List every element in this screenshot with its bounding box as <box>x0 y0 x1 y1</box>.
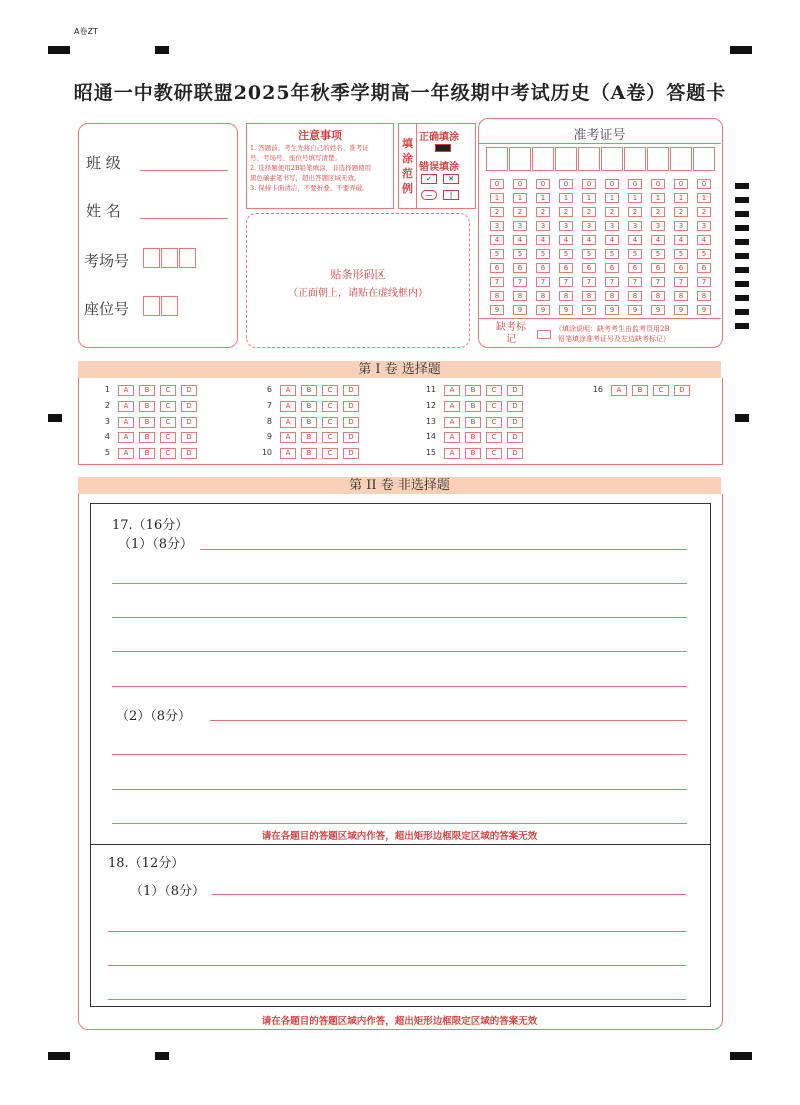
timing-mark <box>735 211 749 217</box>
option-bubble[interactable]: A <box>444 417 460 428</box>
digit-bubble[interactable]: 9 <box>651 305 665 315</box>
digit-bubble[interactable]: 4 <box>582 235 596 245</box>
timing-mark <box>48 414 62 422</box>
option-bubble[interactable]: A <box>280 385 296 396</box>
wrong-fill-sample: — <box>421 190 437 200</box>
option-bubble[interactable]: A <box>444 448 460 459</box>
answer-line[interactable] <box>112 583 687 584</box>
seat-box[interactable] <box>143 296 160 316</box>
exam-id-digit-cell[interactable] <box>601 147 623 171</box>
digit-bubble[interactable]: 8 <box>674 291 688 301</box>
corner-code: A卷ZT <box>74 27 98 36</box>
digit-bubble[interactable]: 0 <box>628 179 642 189</box>
digit-bubble[interactable]: 2 <box>605 207 619 217</box>
digit-bubble[interactable]: 3 <box>490 221 504 231</box>
name-field[interactable] <box>140 218 228 219</box>
digit-bubble[interactable]: 2 <box>536 207 550 217</box>
option-bubble[interactable]: B <box>465 448 481 459</box>
option-bubble[interactable]: B <box>301 417 317 428</box>
absent-bubble[interactable] <box>537 330 551 339</box>
digit-bubble[interactable]: 2 <box>628 207 642 217</box>
fill-example-label: 填涂范例 <box>402 137 413 195</box>
exam-id-digit-cell[interactable] <box>578 147 600 171</box>
digit-bubble[interactable]: 9 <box>582 305 596 315</box>
question-number: 7 <box>266 401 272 410</box>
digit-bubble[interactable]: 7 <box>628 277 642 287</box>
digit-bubble[interactable]: 1 <box>490 193 504 203</box>
digit-bubble[interactable]: 0 <box>513 179 527 189</box>
digit-bubble[interactable]: 8 <box>490 291 504 301</box>
digit-bubble[interactable]: 7 <box>513 277 527 287</box>
digit-bubble[interactable]: 6 <box>628 263 642 273</box>
option-bubble[interactable]: C <box>322 401 338 412</box>
room-label: 考场号 <box>84 252 130 270</box>
answer-line[interactable] <box>212 894 686 895</box>
option-bubble[interactable]: D <box>507 448 523 459</box>
wrong-fill-sample: ✓ <box>421 174 437 184</box>
digit-bubble[interactable]: 2 <box>674 207 688 217</box>
option-bubble[interactable]: D <box>507 401 523 412</box>
question-number: 12 <box>425 401 436 410</box>
exam-id-digit-cell[interactable] <box>509 147 531 171</box>
digit-bubble[interactable]: 2 <box>582 207 596 217</box>
digit-bubble[interactable]: 5 <box>513 249 527 259</box>
option-bubble[interactable]: D <box>343 448 359 459</box>
timing-mark <box>735 281 749 287</box>
exam-id-header-line <box>478 143 721 144</box>
digit-bubble[interactable]: 1 <box>697 193 711 203</box>
option-bubble[interactable]: B <box>301 448 317 459</box>
option-bubble[interactable]: A <box>444 432 460 443</box>
option-bubble[interactable]: D <box>343 432 359 443</box>
digit-bubble[interactable]: 1 <box>628 193 642 203</box>
seat-box[interactable] <box>161 296 178 316</box>
option-bubble[interactable]: A <box>118 432 134 443</box>
exam-id-digit-cell[interactable] <box>693 147 715 171</box>
registration-mark <box>48 46 70 54</box>
digit-bubble[interactable]: 2 <box>490 207 504 217</box>
barcode-title: 贴条形码区 <box>330 268 386 281</box>
option-bubble[interactable]: C <box>486 417 502 428</box>
digit-bubble[interactable]: 9 <box>490 305 504 315</box>
digit-bubble[interactable]: 6 <box>651 263 665 273</box>
exam-id-digit-cell[interactable] <box>624 147 646 171</box>
digit-bubble[interactable]: 7 <box>697 277 711 287</box>
digit-bubble[interactable]: 5 <box>490 249 504 259</box>
name-label: 姓 名 <box>86 202 121 220</box>
notice-item: 2. 选择题使用2B铅笔填涂，非选择题使用 <box>250 164 372 172</box>
digit-bubble[interactable]: 8 <box>651 291 665 301</box>
room-box[interactable] <box>161 248 178 268</box>
option-bubble[interactable]: D <box>181 417 197 428</box>
digit-bubble[interactable]: 5 <box>697 249 711 259</box>
class-field[interactable] <box>140 170 228 171</box>
digit-bubble[interactable]: 5 <box>628 249 642 259</box>
digit-bubble[interactable]: 0 <box>651 179 665 189</box>
digit-bubble[interactable]: 5 <box>582 249 596 259</box>
option-bubble[interactable]: D <box>507 385 523 396</box>
answer-line[interactable] <box>108 999 686 1000</box>
digit-bubble[interactable]: 4 <box>651 235 665 245</box>
absent-label: 缺考标记 <box>496 322 526 345</box>
digit-bubble[interactable]: 5 <box>674 249 688 259</box>
digit-bubble[interactable]: 7 <box>651 277 665 287</box>
option-bubble[interactable]: D <box>674 385 690 396</box>
option-bubble[interactable]: A <box>118 417 134 428</box>
digit-bubble[interactable]: 3 <box>582 221 596 231</box>
option-bubble[interactable]: A <box>280 432 296 443</box>
exam-id-digit-cell[interactable] <box>670 147 692 171</box>
option-bubble[interactable]: A <box>118 401 134 412</box>
question-number: 1 <box>104 385 110 394</box>
digit-bubble[interactable]: 1 <box>674 193 688 203</box>
absent-note: 铅笔填涂准考证号及左边缺考标记） <box>558 335 670 343</box>
digit-bubble[interactable]: 7 <box>490 277 504 287</box>
digit-bubble[interactable]: 3 <box>605 221 619 231</box>
digit-bubble[interactable]: 5 <box>651 249 665 259</box>
timing-mark <box>735 239 749 245</box>
wrong-fill-sample: | <box>443 190 459 200</box>
digit-bubble[interactable]: 8 <box>513 291 527 301</box>
option-bubble[interactable]: D <box>181 448 197 459</box>
question-number: 16 <box>592 385 603 394</box>
digit-bubble[interactable]: 6 <box>582 263 596 273</box>
area-warning: 请在各题目的答题区域内作答，超出矩形边框限定区域的答案无效 <box>261 831 538 842</box>
exam-id-digit-cell[interactable] <box>647 147 669 171</box>
digit-bubble[interactable]: 2 <box>513 207 527 217</box>
digit-bubble[interactable]: 6 <box>605 263 619 273</box>
timing-mark <box>735 183 749 189</box>
exam-id-digit-cell[interactable] <box>486 147 508 171</box>
option-bubble[interactable]: C <box>486 432 502 443</box>
registration-mark <box>730 46 752 54</box>
digit-bubble[interactable]: 9 <box>628 305 642 315</box>
correct-fill-label: 正确填涂 <box>419 132 459 143</box>
digit-bubble[interactable]: 8 <box>582 291 596 301</box>
option-bubble[interactable]: C <box>160 432 176 443</box>
digit-bubble[interactable]: 9 <box>559 305 573 315</box>
digit-bubble[interactable]: 2 <box>697 207 711 217</box>
seat-label: 座位号 <box>84 300 130 318</box>
option-bubble[interactable]: A <box>444 401 460 412</box>
exam-id-footer-line <box>478 318 721 319</box>
option-bubble[interactable]: D <box>507 432 523 443</box>
answer-line[interactable] <box>108 965 686 966</box>
digit-bubble[interactable]: 8 <box>697 291 711 301</box>
digit-bubble[interactable]: 0 <box>490 179 504 189</box>
room-box[interactable] <box>143 248 160 268</box>
answer-line[interactable] <box>200 549 687 550</box>
option-bubble[interactable]: A <box>118 385 134 396</box>
question-number: 6 <box>266 385 272 394</box>
option-bubble[interactable]: D <box>507 417 523 428</box>
digit-bubble[interactable]: 1 <box>651 193 665 203</box>
fill-example-box <box>398 123 476 209</box>
digit-bubble[interactable]: 3 <box>697 221 711 231</box>
digit-bubble[interactable]: 4 <box>628 235 642 245</box>
option-bubble[interactable]: B <box>632 385 648 396</box>
digit-bubble[interactable]: 8 <box>536 291 550 301</box>
option-bubble[interactable]: C <box>160 401 176 412</box>
option-bubble[interactable]: C <box>486 448 502 459</box>
registration-mark <box>155 1052 169 1060</box>
digit-bubble[interactable]: 6 <box>536 263 550 273</box>
option-bubble[interactable]: C <box>160 385 176 396</box>
barcode-subtitle: （正面朝上，请贴在虚线框内） <box>288 288 428 299</box>
area-warning: 请在各题目的答题区域内作答，超出矩形边框限定区域的答案无效 <box>261 1016 538 1027</box>
option-bubble[interactable]: C <box>322 385 338 396</box>
digit-bubble[interactable]: 0 <box>582 179 596 189</box>
digit-bubble[interactable]: 9 <box>697 305 711 315</box>
digit-bubble[interactable]: 4 <box>513 235 527 245</box>
digit-bubble[interactable]: 7 <box>674 277 688 287</box>
option-bubble[interactable]: D <box>181 385 197 396</box>
option-bubble[interactable]: B <box>139 417 155 428</box>
class-label: 班 级 <box>86 154 121 172</box>
option-bubble[interactable]: B <box>139 432 155 443</box>
question-number: 2 <box>104 401 110 410</box>
option-bubble[interactable]: D <box>343 401 359 412</box>
option-bubble[interactable]: B <box>301 401 317 412</box>
question-number: 3 <box>104 417 110 426</box>
question-number: 13 <box>425 417 436 426</box>
divider <box>416 124 417 208</box>
digit-bubble[interactable]: 6 <box>513 263 527 273</box>
page-title: 昭通一中教研联盟2025年秋季学期高一年级期中考试历史（A卷）答题卡 <box>73 82 727 104</box>
digit-bubble[interactable]: 3 <box>628 221 642 231</box>
digit-bubble[interactable]: 1 <box>582 193 596 203</box>
option-bubble[interactable]: C <box>322 432 338 443</box>
digit-bubble[interactable]: 0 <box>536 179 550 189</box>
timing-mark <box>735 253 749 259</box>
digit-bubble[interactable]: 7 <box>559 277 573 287</box>
digit-bubble[interactable]: 1 <box>513 193 527 203</box>
notice-item: 1. 答题前，考生先将自己的姓名、准考证 <box>250 144 369 152</box>
answer-line[interactable] <box>210 720 687 721</box>
digit-bubble[interactable]: 9 <box>605 305 619 315</box>
notice-item: 黑色碳素笔书写，超出答题区域无效。 <box>250 174 361 182</box>
notice-title: 注意事项 <box>298 129 342 142</box>
digit-bubble[interactable]: 1 <box>536 193 550 203</box>
option-bubble[interactable]: C <box>160 448 176 459</box>
option-bubble[interactable]: D <box>181 432 197 443</box>
q17-title: 17.（16分） <box>112 518 189 533</box>
digit-bubble[interactable]: 2 <box>559 207 573 217</box>
option-bubble[interactable]: A <box>611 385 627 396</box>
option-bubble[interactable]: B <box>301 432 317 443</box>
digit-bubble[interactable]: 0 <box>605 179 619 189</box>
section2-header: 第 II 卷 非选择题 <box>78 477 721 494</box>
digit-bubble[interactable]: 4 <box>674 235 688 245</box>
answer-line[interactable] <box>112 823 687 824</box>
option-bubble[interactable]: C <box>322 448 338 459</box>
notice-item: 3. 保持卡面清洁，不要折叠、不要弄破。 <box>250 184 369 192</box>
timing-mark <box>735 323 749 329</box>
digit-bubble[interactable]: 3 <box>559 221 573 231</box>
notice-item: 号、考场号、座位号填写清楚。 <box>250 154 341 162</box>
timing-mark <box>735 197 749 203</box>
digit-bubble[interactable]: 6 <box>674 263 688 273</box>
timing-mark <box>735 414 749 422</box>
digit-bubble[interactable]: 4 <box>559 235 573 245</box>
q17-part1-label: （1）（8分） <box>118 537 194 552</box>
exam-id-digit-cell[interactable] <box>555 147 577 171</box>
option-bubble[interactable]: C <box>653 385 669 396</box>
q17-part2-label: （2）（8分） <box>116 709 192 724</box>
option-bubble[interactable]: A <box>280 417 296 428</box>
option-bubble[interactable]: B <box>139 401 155 412</box>
digit-bubble[interactable]: 0 <box>559 179 573 189</box>
timing-mark <box>735 225 749 231</box>
option-bubble[interactable]: B <box>465 401 481 412</box>
digit-bubble[interactable]: 7 <box>605 277 619 287</box>
option-bubble[interactable]: D <box>343 385 359 396</box>
option-bubble[interactable]: D <box>343 417 359 428</box>
digit-bubble[interactable]: 3 <box>513 221 527 231</box>
answer-line[interactable] <box>112 651 687 652</box>
option-bubble[interactable]: B <box>465 432 481 443</box>
digit-bubble[interactable]: 6 <box>697 263 711 273</box>
answer-line[interactable] <box>112 617 687 618</box>
registration-mark <box>155 46 169 54</box>
registration-mark <box>48 1052 70 1060</box>
digit-bubble[interactable]: 7 <box>582 277 596 287</box>
option-bubble[interactable]: C <box>486 401 502 412</box>
wrong-fill-label: 错误填涂 <box>419 162 459 173</box>
digit-bubble[interactable]: 1 <box>605 193 619 203</box>
digit-bubble[interactable]: 4 <box>536 235 550 245</box>
question-number: 5 <box>104 448 110 457</box>
option-bubble[interactable]: B <box>139 385 155 396</box>
question-number: 11 <box>425 385 436 394</box>
digit-bubble[interactable]: 7 <box>536 277 550 287</box>
option-bubble[interactable]: A <box>280 401 296 412</box>
option-bubble[interactable]: C <box>160 417 176 428</box>
room-box[interactable] <box>179 248 196 268</box>
exam-id-title: 准考证号 <box>573 128 626 143</box>
question-number: 14 <box>425 432 436 441</box>
notice-box <box>246 123 394 209</box>
timing-mark <box>735 295 749 301</box>
question-number: 10 <box>261 448 272 457</box>
option-bubble[interactable]: B <box>465 417 481 428</box>
option-bubble[interactable]: B <box>139 448 155 459</box>
question-number: 15 <box>425 448 436 457</box>
option-bubble[interactable]: C <box>322 417 338 428</box>
option-bubble[interactable]: A <box>118 448 134 459</box>
question-number: 8 <box>266 417 272 426</box>
digit-bubble[interactable]: 4 <box>490 235 504 245</box>
question-number: 4 <box>104 432 110 441</box>
timing-mark <box>735 267 749 273</box>
option-bubble[interactable]: C <box>486 385 502 396</box>
answer-line[interactable] <box>112 754 687 755</box>
digit-bubble[interactable]: 6 <box>490 263 504 273</box>
barcode-area <box>246 213 470 348</box>
digit-bubble[interactable]: 8 <box>559 291 573 301</box>
q18-title: 18.（12分） <box>108 856 185 871</box>
option-bubble[interactable]: A <box>444 385 460 396</box>
answer-line[interactable] <box>108 931 686 932</box>
q17-answer-frame <box>90 503 711 845</box>
digit-bubble[interactable]: 1 <box>559 193 573 203</box>
digit-bubble[interactable]: 9 <box>674 305 688 315</box>
option-bubble[interactable]: A <box>280 448 296 459</box>
correct-fill-sample <box>435 144 451 152</box>
digit-bubble[interactable]: 6 <box>559 263 573 273</box>
digit-bubble[interactable]: 4 <box>605 235 619 245</box>
digit-bubble[interactable]: 3 <box>674 221 688 231</box>
question-number: 9 <box>266 432 272 441</box>
digit-bubble[interactable]: 0 <box>697 179 711 189</box>
option-bubble[interactable]: B <box>465 385 481 396</box>
answer-line[interactable] <box>112 789 687 790</box>
digit-bubble[interactable]: 9 <box>536 305 550 315</box>
registration-mark <box>730 1052 752 1060</box>
digit-bubble[interactable]: 9 <box>513 305 527 315</box>
digit-bubble[interactable]: 5 <box>605 249 619 259</box>
digit-bubble[interactable]: 5 <box>559 249 573 259</box>
digit-bubble[interactable]: 3 <box>651 221 665 231</box>
timing-mark <box>735 309 749 315</box>
exam-id-digit-cell[interactable] <box>532 147 554 171</box>
digit-bubble[interactable]: 8 <box>628 291 642 301</box>
section1-header: 第 I 卷 选择题 <box>78 361 721 378</box>
q18-part1-label: （1）（8分） <box>130 884 206 899</box>
option-bubble[interactable]: D <box>181 401 197 412</box>
digit-bubble[interactable]: 0 <box>674 179 688 189</box>
digit-bubble[interactable]: 3 <box>536 221 550 231</box>
digit-bubble[interactable]: 8 <box>605 291 619 301</box>
absent-note: （填涂说明：缺考考生由监考员用2B <box>555 325 670 333</box>
digit-bubble[interactable]: 4 <box>697 235 711 245</box>
digit-bubble[interactable]: 2 <box>651 207 665 217</box>
answer-line[interactable] <box>112 686 687 687</box>
wrong-fill-sample: ✕ <box>443 174 459 184</box>
option-bubble[interactable]: B <box>301 385 317 396</box>
digit-bubble[interactable]: 5 <box>536 249 550 259</box>
